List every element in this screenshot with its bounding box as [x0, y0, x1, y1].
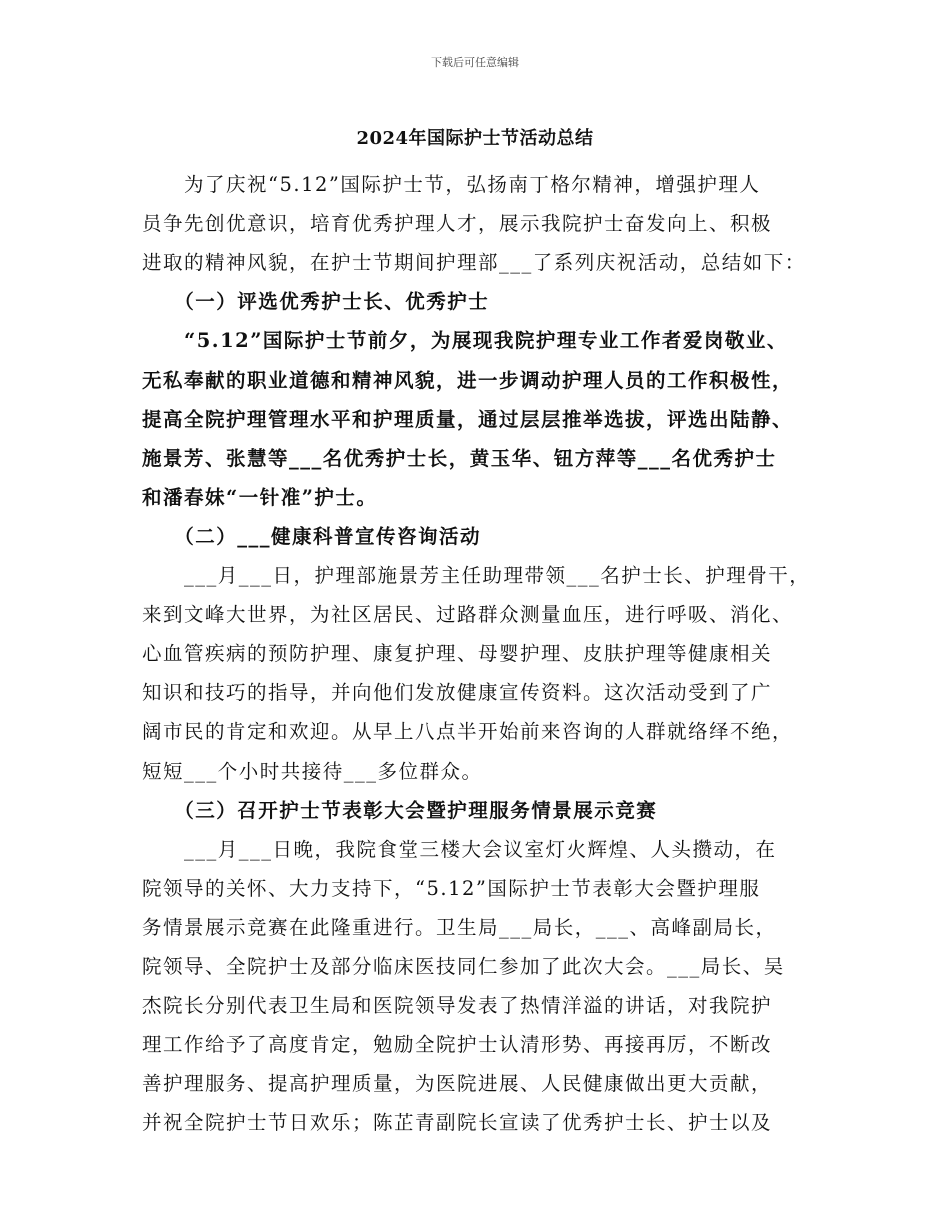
- text-line: 阔市民的肯定和欢迎。从早上八点半开始前来咨询的人群就络绎不绝，: [142, 720, 794, 744]
- bold-text-line: 施景芳、张慧等___名优秀护士长，黄玉华、钮方萍等___名优秀护士: [142, 446, 777, 470]
- text-line: ___月___日晚，我院食堂三楼大会议室灯火辉煌、人头攒动，在: [142, 837, 777, 861]
- text-line: 理工作给予了高度肯定，勉励全院护士认清形势、再接再厉，不断改: [142, 1033, 773, 1057]
- text-line: 院领导的关怀、大力支持下，“5.12”国际护士节表彰大会暨护理服: [142, 876, 761, 900]
- text-line: 杰院长分别代表卫生局和医院领导发表了热情洋溢的讲话，对我院护: [142, 994, 773, 1018]
- text-line: 进取的精神风貌，在护士节期间护理部___了系列庆祝活动，总结如下：: [142, 251, 806, 275]
- text-line: 为了庆祝“5.12”国际护士节，弘扬南丁格尔精神，增强护理人: [142, 173, 761, 196]
- bold-text-line: 提高全院护理管理水平和护理质量，通过层层推举选拔，评选出陆静、: [142, 407, 794, 431]
- text-line: 务情景展示竞赛在此隆重进行。卫生局___局长，___、高峰副局长，: [142, 915, 777, 939]
- text-line: 并祝全院护士节日欢乐；陈芷青副院长宣读了优秀护士长、护士以及: [142, 1111, 773, 1135]
- text-line: 心血管疾病的预防护理、康复护理、母婴护理、皮肤护理等健康相关: [142, 642, 773, 666]
- document-title: 2024年国际护士节活动总结: [356, 128, 594, 149]
- header-note: 下载后可任意编辑: [431, 56, 519, 69]
- text-line: 来到文峰大世界，为社区居民、过路群众测量血压，进行呼吸、消化、: [142, 603, 794, 627]
- text-line: 知识和技巧的指导，并向他们发放健康宣传资料。这次活动受到了广: [142, 681, 773, 705]
- bold-text-line: （三）召开护士节表彰大会暨护理服务情景展示竞赛: [142, 798, 658, 822]
- bold-text-line: 和潘春妹“一针准”护士。: [142, 485, 378, 509]
- text-line: 善护理服务、提高护理质量，为医院进展、人民健康做出更大贡献，: [142, 1072, 773, 1096]
- text-line: 短短___个小时共接待___多位群众。: [142, 759, 483, 783]
- bold-text-line: “5.12”国际护士节前夕，为展现我院护理专业工作者爱岗敬业、: [142, 329, 788, 353]
- bold-text-line: （二）___健康科普宣传咨询活动: [142, 524, 482, 548]
- text-line: 员争先创优意识，培育优秀护理人才，展示我院护士奋发向上、积极: [142, 212, 773, 236]
- text-line: 院领导、全院护士及部分临床医技同仁参加了此次大会。___局长、吴: [142, 955, 785, 978]
- bold-text-line: （一）评选优秀护士长、优秀护士: [142, 290, 490, 314]
- bold-text-line: 无私奉献的职业道德和精神风貌，进一步调动护理人员的工作积极性，: [142, 368, 794, 392]
- text-line: ___月___日，护理部施景芳主任助理带领___名护士长、护理骨干，: [142, 564, 811, 587]
